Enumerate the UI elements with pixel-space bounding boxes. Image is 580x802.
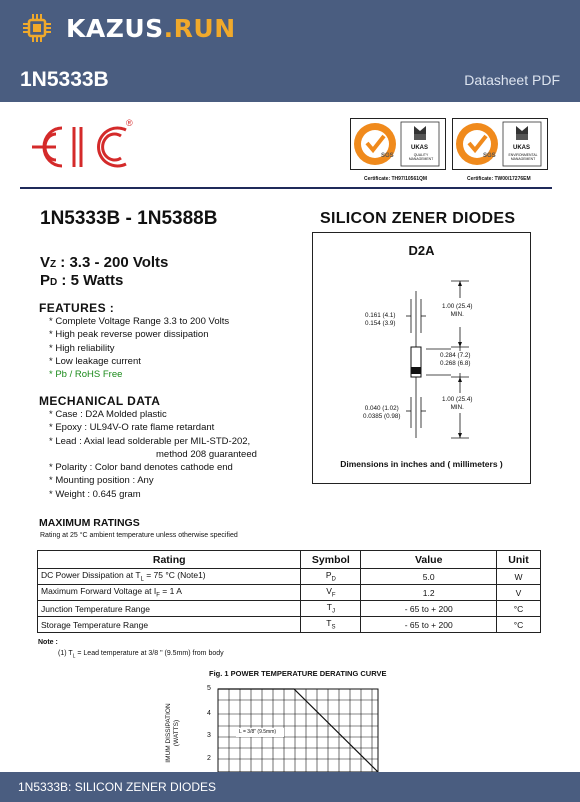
- y-tick-label: 2: [207, 755, 211, 762]
- list-item: * Epoxy : UL94V-O rate flame retardant: [49, 422, 215, 434]
- features-heading: FEATURES :: [39, 301, 115, 315]
- rohs-item: * Pb / RoHS Free: [49, 369, 123, 381]
- table-row: [38, 569, 541, 585]
- lead-length-bottom-dimension: 1.00 (25.4) MIN.: [442, 396, 473, 411]
- site-header: [0, 0, 580, 102]
- derating-graph: [165, 683, 408, 772]
- list-item: * Polarity : Color band denotes cathode end: [49, 462, 233, 474]
- column-header-unit: Unit: [497, 551, 541, 569]
- rating-cell: DC Power Dissipation at $T_L = 75$ °C (Note1): [38, 569, 301, 585]
- package-title: D2A: [408, 243, 435, 258]
- registered-mark: ®: [126, 118, 133, 128]
- table-row: [38, 617, 541, 633]
- y-tick-label: 3: [207, 732, 211, 739]
- ratings-table: [37, 550, 541, 633]
- table-header-row: [38, 551, 541, 569]
- rating-cell: Storage Temperature Range: [38, 617, 301, 633]
- header-divider: [20, 187, 552, 189]
- list-item: * High reliability: [49, 342, 115, 354]
- note-heading: Note :: [38, 639, 58, 646]
- ukas-sublabel: ENVIRONMENTAL MANAGEMENT: [508, 153, 538, 161]
- note-1: (1) $T_L$ = Lead temperature at 3/8 " (9.5mm) from body: [58, 650, 224, 660]
- y-tick-label: 5: [207, 685, 211, 692]
- certificate-caption-2: Certificate: TW00/17276EM: [467, 176, 531, 182]
- rating-cell: Maximum Forward Voltage at $I_F = 1$ A: [38, 585, 301, 601]
- certificate-badge-1: [350, 118, 446, 170]
- symbol-cell: $V_F$: [301, 585, 361, 601]
- symbol-cell: $T_S$: [301, 617, 361, 633]
- eic-logo: [22, 118, 137, 176]
- graph-annotation: L = 3/8" (9.5mm): [239, 729, 277, 735]
- list-item: * Mounting position : Any: [49, 475, 154, 487]
- lead-diameter-dimension: 0.161 (4.1) 0.154 (3.9): [365, 312, 396, 327]
- rating-cell: Junction Temperature Range: [38, 601, 301, 617]
- document-subtitle: SILICON ZENER DIODES: [320, 210, 516, 227]
- wire-diameter-dimension: 0.040 (1.02) 0.0385 (0.98): [363, 405, 401, 420]
- ratings-condition-note: Rating at 25 °C ambient temperature unless otherwise specified: [40, 532, 238, 539]
- list-item: * Complete Voltage Range 3.3 to 200 Volts: [49, 316, 230, 327]
- sgs-label: SGS: [483, 153, 496, 159]
- document-title: 1N5333B - 1N5388B: [40, 208, 218, 229]
- list-item: * Lead : Axial lead solderable per MIL-STD-202,: [49, 435, 251, 447]
- features-list: [49, 315, 229, 381]
- list-item: * High peak reverse power dissipation: [49, 329, 209, 341]
- column-header-symbol: Symbol: [301, 551, 361, 569]
- sgs-label: SGS: [381, 153, 394, 159]
- list-item: * Weight : 0.645 gram: [49, 488, 141, 500]
- unit-cell: W: [497, 569, 541, 585]
- zener-voltage-spec: VZ : 3.3 - 200 Volts: [40, 254, 169, 271]
- symbol-cell: $P_D$: [301, 569, 361, 585]
- site-name: KAZUS.RUN: [66, 13, 236, 43]
- figure-title: Fig. 1 POWER TEMPERATURE DERATING CURVE: [209, 669, 387, 678]
- mechanical-heading: MECHANICAL DATA: [39, 394, 161, 408]
- unit-cell: °C: [497, 617, 541, 633]
- body-length-dimension: 0.284 (7.2) 0.268 (6.8): [440, 352, 471, 367]
- certificate-caption-1: Certificate: TH97/10561QM: [364, 176, 428, 182]
- site-footer: [0, 772, 580, 802]
- maximum-ratings-heading: MAXIMUM RATINGS: [39, 517, 140, 529]
- certificate-badge-2: [452, 118, 548, 170]
- unit-cell: °C: [497, 601, 541, 617]
- y-tick-label: 4: [207, 710, 211, 717]
- list-item: * Low leakage current: [49, 355, 141, 367]
- lead-length-top-dimension: 1.00 (25.4) MIN.: [442, 303, 473, 318]
- unit-cell: V: [497, 585, 541, 601]
- site-logo[interactable]: [22, 13, 236, 43]
- package-caption: Dimensions in inches and ( millimeters ): [340, 459, 503, 469]
- ukas-label: UKAS: [513, 145, 531, 151]
- column-header-value: Value: [361, 551, 497, 569]
- chip-icon: [22, 13, 52, 43]
- symbol-cell: $T_J$: [301, 601, 361, 617]
- table-row: [38, 601, 541, 617]
- value-cell: 1.2: [361, 585, 497, 601]
- value-cell: - 65 to + 200: [361, 601, 497, 617]
- footer-text: 1N5333B: SILICON ZENER DIODES: [18, 780, 217, 794]
- value-cell: - 65 to + 200: [361, 617, 497, 633]
- package-outline-box: [312, 232, 531, 484]
- value-cell: 5.0: [361, 569, 497, 585]
- power-dissipation-spec: PD : 5 Watts: [40, 272, 124, 289]
- table-row: [38, 585, 541, 601]
- datasheet-pdf-label[interactable]: Datasheet PDF: [464, 72, 560, 88]
- part-number-title: 1N5333B: [20, 68, 109, 91]
- list-item: method 208 guaranteed: [156, 448, 257, 460]
- y-axis-label: IMUM DISSIPATION (WATTS): [165, 703, 180, 763]
- ukas-label: UKAS: [411, 145, 429, 151]
- ukas-sublabel: QUALITY MANAGEMENT: [408, 153, 434, 161]
- mechanical-list: [49, 408, 257, 501]
- column-header-rating: Rating: [38, 551, 301, 569]
- list-item: * Case : D2A Molded plastic: [49, 409, 167, 420]
- package-drawing: [313, 233, 532, 485]
